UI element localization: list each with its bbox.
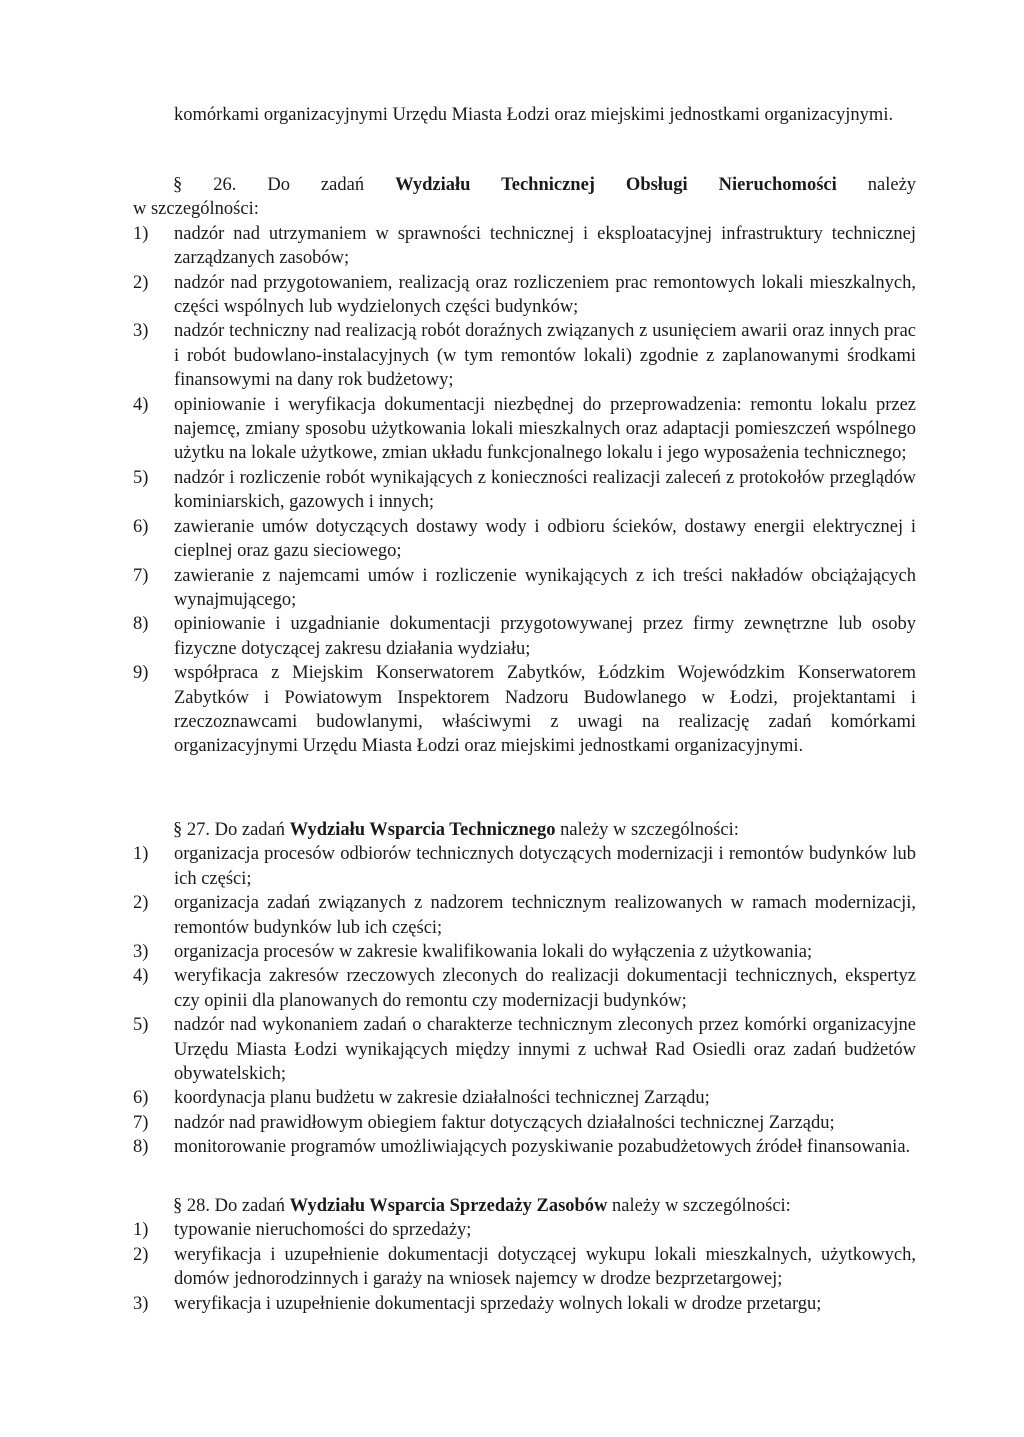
item-number: 3) <box>133 942 149 963</box>
intro-paragraph: komórkami organizacyjnymi Urzędu Miasta Łodzi oraz miejskimi jednostkami organizacyjnymi. <box>174 105 894 125</box>
item-number: 4) <box>133 966 149 987</box>
section-prefix: Do zadań <box>267 175 365 195</box>
section-27-heading <box>133 818 916 842</box>
item-number: 4) <box>133 394 149 415</box>
section-number: § 27. <box>173 820 210 840</box>
list-item <box>133 1292 916 1316</box>
item-number: 2) <box>133 1244 149 1265</box>
item-text: nadzór nad utrzymaniem w sprawności technicznej i eksploatacyjnej infrastruktury technicznej zarządzanych zasobów; <box>174 223 916 269</box>
list-item <box>133 564 916 613</box>
item-number: 6) <box>133 516 149 537</box>
unit-name: Wydziału Technicznej Obsługi Nieruchomości <box>395 175 837 195</box>
item-text: nadzór nad przygotowaniem, realizacją oraz rozliczeniem prac remontowych lokali mieszkalnych, części wspólnych lub wydzielonych części budynków; <box>174 272 916 318</box>
list-item <box>133 891 916 940</box>
list-item <box>133 964 916 1013</box>
list-item <box>133 1111 916 1135</box>
item-text: monitorowanie programów umożliwiających pozyskiwanie pozabudżetowych źródeł finansowania. <box>174 1137 911 1158</box>
list-item <box>133 940 916 964</box>
list-item <box>133 1243 916 1292</box>
section-suffix: należy w szczególności: <box>560 820 739 840</box>
list-item <box>133 1218 916 1242</box>
section-26-list <box>133 222 916 759</box>
item-number: 1) <box>133 844 149 865</box>
section-prefix: Do zadań <box>214 820 285 840</box>
list-item <box>133 271 916 320</box>
item-number: 6) <box>133 1088 149 1109</box>
item-number: 1) <box>133 223 149 244</box>
list-item <box>133 393 916 466</box>
item-number: 7) <box>133 565 149 586</box>
item-number: 5) <box>133 1015 149 1036</box>
section-26-heading-continuation: w szczególności: <box>133 199 259 220</box>
section-26-heading <box>133 173 916 197</box>
item-text: współpraca z Miejskim Konserwatorem Zabytków, Łódzkim Wojewódzkim Konserwatorem Zabytków i Powiatowym Inspektorem Nadzoru Budowlanego w Łodzi, projektantami i rzeczoznawcami budowlanymi, właściwymi z uwagi na realizację zadań komórkami organizacyjnymi Urzędu Miasta Łodzi oraz miejskimi jednostkami organizacyjnymi. <box>174 663 916 757</box>
item-text: typowanie nieruchomości do sprzedaży; <box>174 1220 472 1241</box>
list-item <box>133 466 916 515</box>
section-28-heading <box>133 1194 916 1218</box>
item-text: nadzór nad wykonaniem zadań o charakterze technicznym zleconych przez komórki organizacyjne Urzędu Miasta Łodzi wynikających między innymi z uchwał Rad Osiedli oraz zadań budżetów obywatelskich; <box>174 1015 916 1085</box>
list-item <box>133 842 916 891</box>
section-27-list <box>133 842 916 1159</box>
section-suffix: należy <box>867 175 917 195</box>
unit-name: Wydziału Wsparcia Technicznego <box>289 820 556 840</box>
list-item <box>133 222 916 271</box>
item-text: nadzór i rozliczenie robót wynikających z konieczności realizacji zaleceń z protokołów przeglądów kominiarskich, gazowych i innych; <box>174 467 916 513</box>
list-item <box>133 515 916 564</box>
item-number: 8) <box>133 614 149 635</box>
list-item <box>133 661 916 759</box>
section-number: § 28. <box>173 1196 210 1216</box>
section-number: § 26. <box>173 175 237 195</box>
item-text: zawieranie umów dotyczących dostawy wody i odbioru ścieków, dostawy energii elektrycznej i cieplnej oraz gazu sieciowego; <box>174 516 916 562</box>
section-26 <box>133 173 916 759</box>
section-28 <box>133 1194 916 1316</box>
item-number: 9) <box>133 663 149 684</box>
item-text: nadzór techniczny nad realizacją robót doraźnych związanych z usunięciem awarii oraz innych prac i robót budowlano-instalacyjnych (w tym remontów lokali) zgodnie z zaplanowanymi środkami finansowymi na dany rok budżetowy; <box>174 321 916 391</box>
item-number: 1) <box>133 1220 149 1241</box>
section-prefix: Do zadań <box>214 1196 285 1216</box>
item-text: nadzór nad prawidłowym obiegiem faktur dotyczących działalności technicznej Zarządu; <box>174 1112 835 1133</box>
item-text: weryfikacja i uzupełnienie dokumentacji dotyczącej wykupu lokali mieszkalnych, użytkowych, domów jednorodzinnych i garaży na wniosek najemcy w drodze bezprzetargowej; <box>174 1244 916 1290</box>
item-text: koordynacja planu budżetu w zakresie działalności technicznej Zarządu; <box>174 1088 710 1109</box>
item-text: organizacja zadań związanych z nadzorem technicznym realizowanych w ramach modernizacji, remontów budynków lub ich części; <box>174 893 916 938</box>
item-text: opiniowanie i uzgadnianie dokumentacji przygotowywanej przez firmy zewnętrzne lub osoby fizyczne dotyczącej zakresu działania wydziału; <box>174 614 916 659</box>
section-27 <box>133 818 916 1160</box>
list-item <box>133 319 916 392</box>
item-text: weryfikacja zakresów rzeczowych zleconych do realizacji dokumentacji technicznych, ekspertyz czy opinii dla planowanych do remontu czy modernizacji budynków; <box>174 966 916 1011</box>
section-28-list <box>133 1218 916 1316</box>
item-number: 8) <box>133 1137 149 1158</box>
item-text: zawieranie z najemcami umów i rozliczenie wynikających z ich treści nakładów obciążających wynajmującego; <box>174 565 916 610</box>
item-number: 2) <box>133 893 149 914</box>
item-text: organizacja procesów odbiorów technicznych dotyczących modernizacji i remontów budynków lub ich części; <box>174 844 916 889</box>
item-number: 5) <box>133 467 149 488</box>
item-text: opiniowanie i weryfikacja dokumentacji niezbędnej do przeprowadzenia: remontu lokalu przez najemcę, zmiany sposobu użytkowania lokali mieszkalnych oraz adaptacji pomieszczeń wspólnego użytku na lokale użytkowe, zmian układu funkcjonalnego lokalu i jego wyposażenia technicznego; <box>174 394 916 464</box>
item-number: 7) <box>133 1112 149 1133</box>
item-text: weryfikacja i uzupełnienie dokumentacji sprzedaży wolnych lokali w drodze przetargu; <box>174 1293 822 1314</box>
list-item <box>133 612 916 661</box>
list-item <box>133 1086 916 1110</box>
item-number: 3) <box>133 321 149 342</box>
item-number: 3) <box>133 1293 149 1314</box>
list-item <box>133 1013 916 1086</box>
item-text: organizacja procesów w zakresie kwalifikowania lokali do wyłączenia z użytkowania; <box>174 942 813 963</box>
item-number: 2) <box>133 272 149 293</box>
section-suffix: należy w szczególności: <box>612 1196 791 1216</box>
list-item <box>133 1135 916 1159</box>
unit-name: Wydziału Wsparcia Sprzedaży Zasobów <box>289 1196 608 1216</box>
